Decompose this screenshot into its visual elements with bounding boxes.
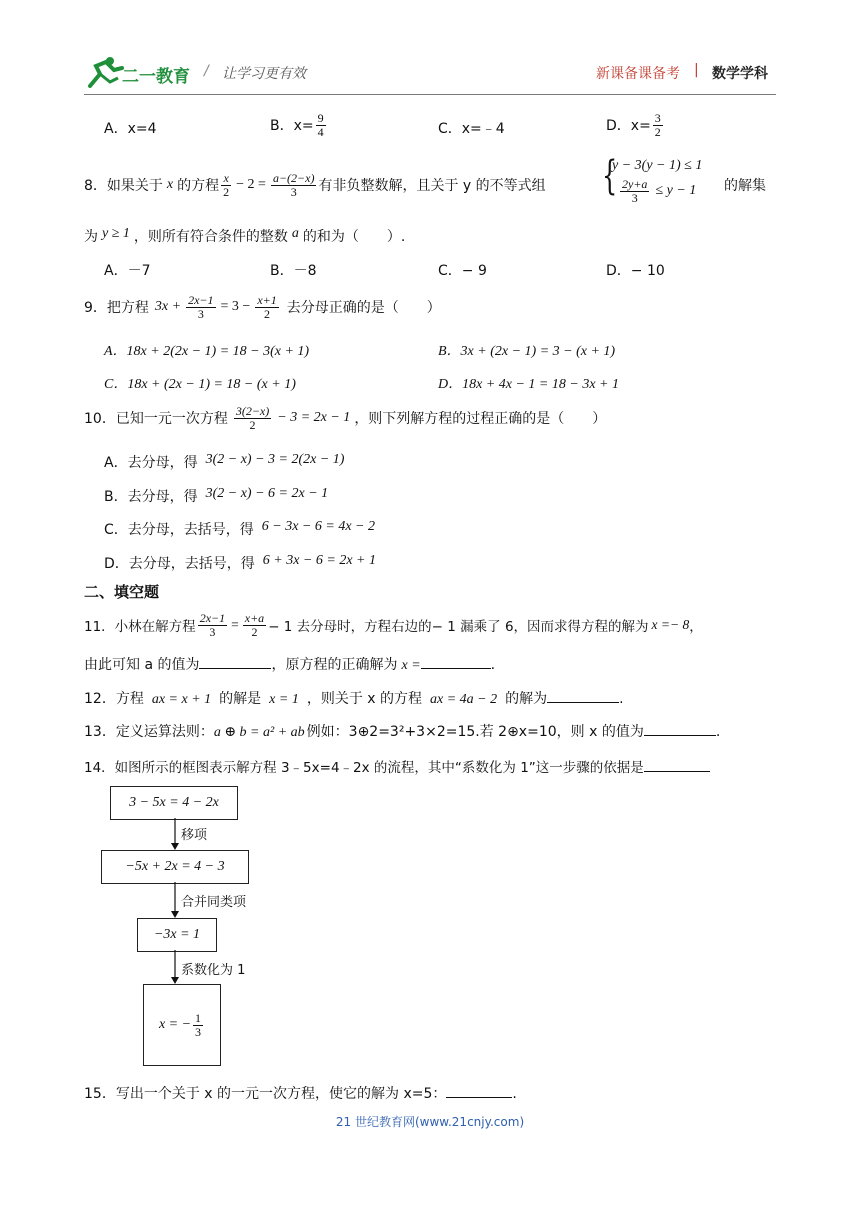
header-divider — [84, 94, 776, 95]
header-separator: | — [694, 62, 699, 78]
flow-step-2: 合并同类项 — [181, 895, 247, 910]
footer-link[interactable]: 21 世纪教育网(www.21cnjy.com) — [335, 1115, 525, 1129]
q8-option-a: A．－7 — [104, 263, 151, 279]
q8-line1: 8．如果关于 x 的方程 $\frac{x}{2}$ − 2 = $\frac{a-(2-x)}{3}$ 有非负整数解，且关于 y 的不等式组 — [84, 171, 546, 199]
header-right-title: 新课备课备考 — [596, 66, 680, 82]
q7-option-c: C．x=﹣4 — [438, 121, 505, 137]
flow-step-1: 移项 — [181, 828, 208, 843]
q10-line1: 10．已知一元一次方程 $\frac{3(2-x)}{2}$ − 3 = 2x − 1 ，则下列解方程的过程正确的是（ ） — [84, 404, 607, 432]
question-15: 15．写出一个关于 x 的一元一次方程，使它的解为 x=5： . — [84, 1083, 517, 1103]
q10-option-b: B．去分母，得 3(2 − x) − 6 = 2x − 1 — [104, 486, 329, 505]
question-12: 12．方程 ax = x + 1 的解是 x = 1 ，则关于 x 的方程 ax = 4a − 2 的解为 . — [84, 688, 624, 708]
q11-blank-1[interactable] — [199, 654, 271, 669]
q8-inequality-1: y − 3(y − 1) ≤ 1 — [612, 158, 703, 173]
q8-fraction-2: $\frac{a-(2-x)}{3}$ — [272, 171, 315, 199]
q11-line2: 由此可知 a 的值为 ，原方程的正确解为 x = . — [84, 654, 495, 674]
q7-d-fraction: $\frac{3}{2}$ — [654, 111, 661, 139]
q8-brace: { — [602, 153, 618, 199]
q9-fraction-2: $\frac{x+1}{2}$ — [257, 293, 277, 321]
flow-step-3: 系数化为 1 — [181, 963, 246, 978]
q8-option-d: D．− 10 — [606, 263, 665, 279]
q7-option-d: D．x= $\frac{3}{2}$ — [606, 111, 661, 139]
q10-option-c: C．去分母，去括号，得 6 − 3x − 6 = 4x − 2 — [104, 519, 375, 538]
q14-text: 14．如图所示的框图表示解方程 3﹣5x=4﹣2x 的流程，其中“系数化为 1”这一步骤的依据是 — [84, 756, 710, 776]
q12-blank[interactable] — [547, 688, 619, 703]
q15-blank[interactable] — [446, 1083, 512, 1098]
flow-box-1: 3 − 5x = 4 − 2x — [110, 786, 238, 820]
q8-line2: 为 y ≥ 1 ，则所有符合条件的整数 a 的和为（ ）. — [84, 226, 406, 245]
q13-blank[interactable] — [644, 721, 716, 736]
flow-box-2: −5x + 2x = 4 − 3 — [101, 850, 249, 884]
flow-arrow-2-head — [171, 911, 179, 918]
logo-runner-icon — [84, 56, 126, 90]
q9-option-d: D．18x + 4x − 1 = 18 − 3x + 1 — [438, 377, 619, 392]
q8-fraction-1: $\frac{x}{2}$ — [223, 171, 230, 199]
logo-text: 二一教育 — [122, 67, 190, 87]
slogan: 让学习更有效 — [222, 66, 306, 82]
q9-option-c: C．18x + (2x − 1) = 18 − (x + 1) — [104, 377, 296, 392]
slogan-slash: / — [204, 63, 209, 79]
q11-blank-2[interactable] — [421, 654, 491, 669]
q10-option-d: D．去分母，去括号，得 6 + 3x − 6 = 2x + 1 — [104, 553, 376, 572]
header-subject: 数学学科 — [712, 66, 768, 82]
q9-fraction-1: $\frac{2x-1}{3}$ — [188, 293, 214, 321]
q8-option-c: C．− 9 — [438, 263, 487, 279]
q14-blank[interactable] — [644, 757, 710, 772]
flow-arrow-3-head — [171, 977, 179, 984]
q10-fraction: $\frac{3(2-x)}{2}$ — [235, 404, 270, 432]
flow-box-4: x = − $\frac{1}{3}$ — [143, 984, 221, 1066]
q9-option-b: B．3x + (2x − 1) = 3 − (x + 1) — [438, 344, 616, 359]
q8-text-end: 的解集 — [724, 178, 766, 194]
q7-b-fraction: $\frac{9}{4}$ — [317, 111, 324, 139]
q7-option-a: A．x=4 — [104, 121, 157, 137]
q9-line1: 9．把方程 3x + $\frac{2x-1}{3}$ = 3 − $\frac{x+1}{2}$ 去分母正确的是（ ） — [84, 293, 441, 321]
question-13: 13．定义运算法则： a ⊕ b = a² + ab 例如：3⊕2=3²+3×2=15.若 2⊕x=10，则 x 的值为 . — [84, 721, 720, 741]
q8-option-b: B．－8 — [270, 263, 317, 279]
q10-option-a: A．去分母，得 3(2 − x) − 3 = 2(2x − 1) — [104, 452, 345, 471]
q9-option-a: A．18x + 2(2x − 1) = 18 − 3(x + 1) — [104, 344, 310, 359]
section-title-fill-blank: 二、填空题 — [84, 583, 160, 601]
flow-box-4-fraction: $\frac{1}{3}$ — [195, 1010, 202, 1039]
flow-box-3: −3x = 1 — [137, 918, 217, 952]
q8-inequality-2: $\frac{2y+a}{3}$ ≤ y − 1 — [622, 177, 697, 205]
flow-arrow-1-head — [171, 843, 179, 850]
q7-option-b: B．x= $\frac{9}{4}$ — [270, 111, 324, 139]
q11-line1: 11．小林在解方程 $\frac{2x-1}{3}$ = $\frac{x+a}{2}$ − 1 去分母时，方程右边的− 1 漏乘了 6，因而求得方程的解为 x =− 8 ， — [84, 611, 703, 639]
